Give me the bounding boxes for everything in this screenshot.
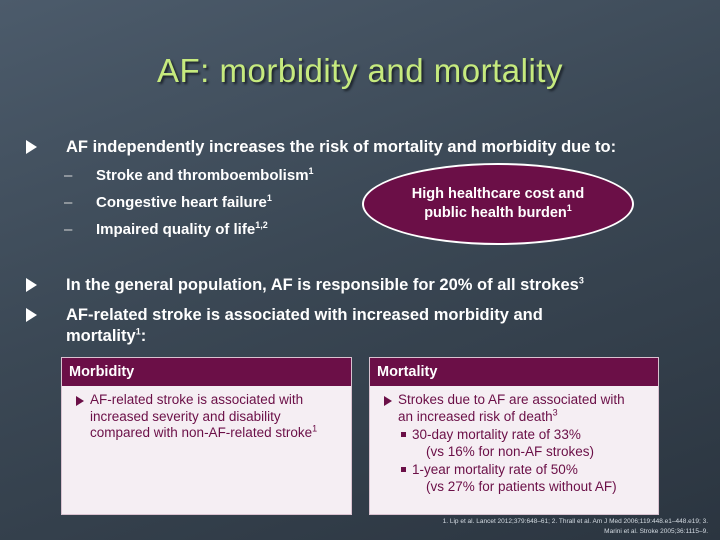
bullet-arrow-icon [384,396,392,406]
bullet-text: AF-related stroke is associated with increased morbidity and mortality$^1$: [66,306,543,345]
sub-item-text: Stroke and thromboembolism [96,167,309,184]
citation: 1 [312,423,318,434]
citation: 1,2 [255,220,268,230]
sub-item-text: Impaired quality of life [96,221,256,238]
bullet-arrow-icon [26,278,37,292]
bullet-text: In the general population, AF is responsible for 20% of all strokes$^3$ [66,275,584,294]
bullet-arrow-icon [26,140,37,154]
sub-line: (vs 27% for patients without AF) [426,478,617,494]
mortality-sub-item-30day [398,427,652,460]
callout-line-1: High healthcare cost and [411,186,585,202]
mortality-header: Mortality [370,358,658,386]
morbidity-panel [61,357,352,515]
sub-line: 1-year mortality rate of 50% [412,462,578,477]
sub-line: 30-day mortality rate of 33% [412,427,581,442]
bullet-text: AF independently increases the risk of mortality and morbidity due to: [66,138,617,156]
citation: 1 [266,193,272,203]
dash-icon: – [64,194,73,211]
slide-title: AF: morbidity and mortality [157,52,563,89]
references [368,517,708,537]
callout-line-2: public health burden [424,205,567,221]
citation: 3 [578,275,584,286]
bullet-stroke-outcomes [26,305,686,347]
citation: 1 [566,203,572,214]
reference-line: Marini et al. Stroke 2005;36:1115–9. [604,528,708,535]
citation: 1 [308,166,314,176]
reference-line: 1. Lip et al. Lancet 2012;379:648–61; 2. Thrall et al. Am J Med 2006;119:448.e1–448.e19; 3. [442,518,708,525]
bullet-af-risk [26,137,686,158]
morbidity-line: increased severity and disability [90,408,281,424]
sub-item-quality-of-life [64,221,268,239]
morbidity-line: compared with non-AF-related stroke$^1$ [90,423,318,440]
square-bullet-icon [401,432,406,437]
dash-icon: – [64,221,73,238]
mortality-panel [369,357,659,515]
sub-item-text: Congestive heart failure [96,194,267,211]
bullet-stroke-share [26,275,686,296]
mortality-line: an increased risk of death$^3$ [398,407,558,424]
citation: 1 [135,326,141,337]
sub-item-stroke [64,167,314,185]
sub-line: (vs 16% for non-AF strokes) [426,443,595,459]
morbidity-line: AF-related stroke is associated with [90,392,304,407]
morbidity-body [62,386,351,442]
mortality-sub-item-1year [398,462,652,495]
bullet-arrow-icon [76,396,84,406]
mortality-line: Strokes due to AF are associated with [398,392,625,407]
callout-healthcare-cost [362,163,634,245]
square-bullet-icon [401,467,406,472]
morbidity-header: Morbidity [62,358,351,386]
bullet-arrow-icon [26,308,37,322]
mortality-body [370,386,658,495]
sub-item-heart-failure [64,194,272,212]
dash-icon: – [64,167,73,184]
citation: 3 [552,407,558,417]
